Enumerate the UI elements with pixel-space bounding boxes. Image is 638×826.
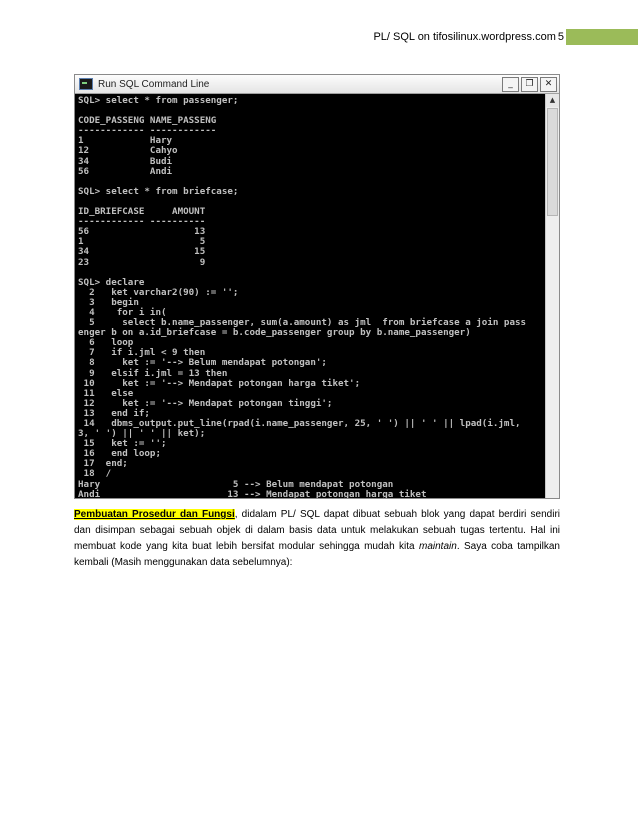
minimize-button[interactable]: _ xyxy=(502,77,519,92)
section-heading-highlight: Pembuatan Prosedur dan Fungsi xyxy=(74,509,235,520)
page-header xyxy=(373,28,638,46)
paragraph-italic: maintain xyxy=(419,541,457,552)
console-app-icon xyxy=(79,78,93,90)
restore-button[interactable]: ❐ xyxy=(521,77,538,92)
scroll-thumb[interactable] xyxy=(547,108,558,216)
console-text: SQL> select * from passenger; CODE_PASSENG NAME_PASSENG ------------ ------------ 1 Hary 12 Cahyo 34 Budi 56 Andi SQL> select * from briefcase; ID_BRIEFCASE AMOUNT ------------ ---------- 56 13 1 5 34 15 23 9 SQL> declare 2 ket varchar2(90) := ''; 3 begin 4 for i in( 5 select b.name_passenger, sum(a.amount) as jml from briefcase a join pass enger b on a.id_briefcase = b.code_passenger group by b.name_passenger) 6 loop 7 if i.jml < 9 then 8 ket := '--> Belum mendapat potongan'; 9 elsif i.jml = 13 then 10 ket := '--> Mendapat potongan harga tiket'; 11 else 12 ket := '--> Mendapat potongan tinggi'; 13 end if; 14 dbms_output.put_line(rpad(i.name_passenger, 25, ' ') || ' ' || lpad(i.jml, 3, ' ') || ' ' || ket); 15 ket := ''; 16 end loop; 17 end; 18 / Hary 5 --> Belum mendapat potongan Andi 13 --> Mendapat potongan harga tiket xyxy=(78,95,527,498)
paragraph-text-2: . Saya coba tampilkan kembali (Masih menggunakan data sebelumnya): xyxy=(74,541,560,568)
window-title: Run SQL Command Line xyxy=(98,78,210,90)
page-number: 5 xyxy=(557,31,564,43)
scroll-up-arrow-icon[interactable]: ▲ xyxy=(546,94,559,107)
console-output[interactable] xyxy=(75,94,545,498)
window-controls xyxy=(502,77,559,92)
header-accent-bar xyxy=(566,29,638,45)
header-title: PL/ SQL on tifosilinux.wordpress.com xyxy=(373,31,556,43)
close-button[interactable]: ✕ xyxy=(540,77,557,92)
window-titlebar[interactable] xyxy=(75,75,559,94)
paragraph-text-1: , didalam PL/ SQL dapat dibuat sebuah blok yang dapat berdiri sendiri dan disimpan sebagai sebuah objek di dalam basis data untuk melakukan sebuah tugas tertentu. Hal ini membuat kode yang kita buat lebih bersifat modular sehingga mudah kita xyxy=(74,509,560,552)
sql-command-window xyxy=(74,74,560,499)
vertical-scrollbar[interactable] xyxy=(545,94,559,498)
body-paragraph xyxy=(74,507,560,571)
